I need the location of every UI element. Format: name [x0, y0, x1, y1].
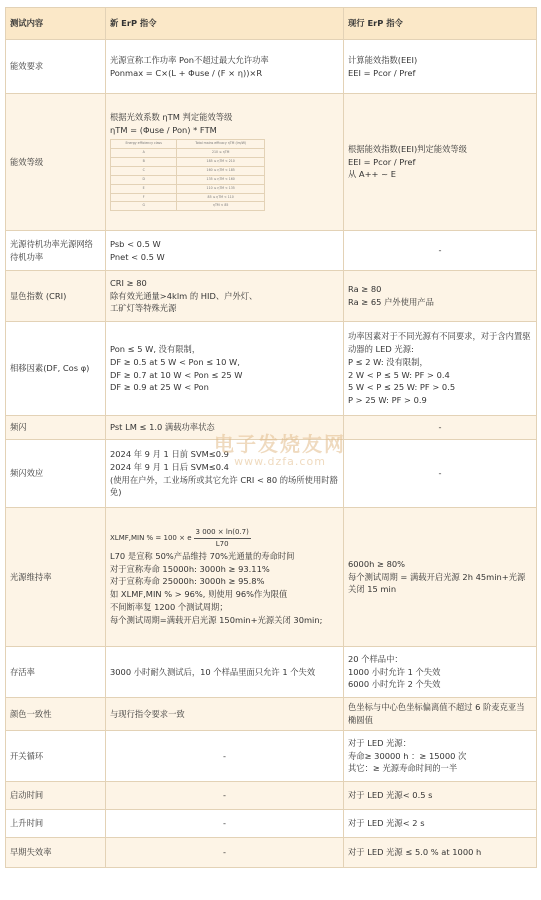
- cell-line: L70 是宣称 50%产品维持 70%光通量的寿命时间: [110, 550, 295, 561]
- row-flicker: [6, 416, 537, 440]
- row-label: 显色指数 (CRI): [6, 271, 106, 322]
- old-cell: [344, 322, 537, 416]
- table-header-row: [6, 8, 537, 40]
- cell-line: 每个测试周期 = 满载开启光源 2h 45min+光源关闭 15 min: [348, 571, 526, 595]
- new-cell: [106, 416, 344, 440]
- mini-cell: B: [111, 158, 177, 167]
- row-label: 光源维持率: [6, 508, 106, 647]
- old-cell: [344, 94, 537, 231]
- cell-line: 除有效光通量>4klm 的 HID、户外灯、: [110, 290, 258, 301]
- formula-lhs: XLMF,MIN % = 100 × e: [110, 534, 192, 542]
- cell-line: Ponmax = C×(L + Φuse / (F × η))×R: [110, 67, 263, 78]
- old-cell: [344, 508, 537, 647]
- cell-line: 与现行指令要求一致: [110, 708, 185, 719]
- row-switching: [6, 731, 537, 782]
- watermark-url: www.dzfa.com: [234, 455, 326, 468]
- cell-line: ηTM = (Φuse / Pon) * FTM: [110, 124, 217, 135]
- mini-cell: A: [111, 149, 177, 158]
- old-cell: [344, 647, 537, 698]
- new-cell: [106, 698, 344, 731]
- cell-line: 其它：≥ 光源寿命时间的一半: [348, 763, 458, 774]
- mini-cell: ηTM < 85: [177, 202, 265, 211]
- mini-cell: F: [111, 193, 177, 202]
- row-label: 存活率: [6, 647, 106, 698]
- cell-line: Pst LM ≤ 1.0 满载功率状态: [110, 422, 215, 433]
- cell-line: 2024 年 9 月 1 日后 SVM≤0.4: [110, 461, 229, 472]
- cell-line: 根据光效系数 ηTM 判定能效等级: [110, 111, 233, 122]
- cell-line: Pnet < 0.5 W: [110, 251, 165, 262]
- row-premature-failure: [6, 838, 537, 868]
- mini-cell: G: [111, 202, 177, 211]
- mini-cell: 210 ≤ ηTM: [177, 149, 265, 158]
- cell-line: P > 25 W: PF > 0.9: [348, 395, 427, 406]
- new-cell: [106, 231, 344, 271]
- row-maintenance: [6, 508, 537, 647]
- cell-line: 1000 小时允许 1 个失效: [348, 666, 441, 677]
- old-cell: -: [344, 231, 537, 271]
- cell-line: 不间断率复 1200 个测试周期；: [110, 602, 228, 613]
- cell-line: 寿命≥ 30000 h ：≥ 15000 次: [348, 750, 467, 761]
- row-label: 光源待机功率光源网络待机功率: [6, 231, 106, 271]
- cell-line: 计算能效指数(EEI): [348, 54, 418, 65]
- row-label: 频闪效应: [6, 440, 106, 508]
- new-cell: [106, 647, 344, 698]
- watermark-text: 电子发烧友网: [214, 432, 346, 456]
- cell-line: 对于 LED 光源：: [348, 737, 412, 748]
- row-color-consistency: [6, 698, 537, 731]
- row-label: 上升时间: [6, 810, 106, 838]
- cell-line: 对于宣称寿命 25000h: 3000h ≥ 95.8%: [110, 576, 265, 587]
- cell-line: 如 XLMF,MIN % > 96%, 则使用 96%作为限值: [110, 589, 288, 600]
- row-label: 能效要求: [6, 40, 106, 94]
- new-cell: [106, 94, 344, 231]
- row-label: 相移因素(DF, Cos φ): [6, 322, 106, 416]
- formula-exponent: [194, 527, 251, 550]
- old-cell: [344, 838, 537, 868]
- lumen-maintenance-formula: [110, 527, 339, 550]
- mini-cell: 85 ≤ ηTM < 110: [177, 193, 265, 202]
- row-warmup-time: [6, 810, 537, 838]
- cell-line: DF ≥ 0.7 at 10 W < Pon ≤ 25 W: [110, 369, 243, 380]
- cell-line: 对于宣称寿命 15000h: 3000h ≥ 93.11%: [110, 563, 270, 574]
- row-displacement: [6, 322, 537, 416]
- mini-header: Total mains efficacy ηTM (lm/W): [177, 140, 265, 149]
- row-starting-time: [6, 782, 537, 810]
- mini-cell: 160 ≤ ηTM < 185: [177, 167, 265, 176]
- mini-cell: 110 ≤ ηTM < 135: [177, 184, 265, 193]
- cell-line: 光源宣称工作功率 Pon不超过最大允许功率: [110, 54, 269, 65]
- row-label: 早期失效率: [6, 838, 106, 868]
- old-cell: [344, 731, 537, 782]
- header-current-erp: 现行 ErP 指令: [344, 8, 537, 40]
- mini-cell: 135 ≤ ηTM < 160: [177, 175, 265, 184]
- cell-line: 2024 年 9 月 1 日前 SVM≤0.9: [110, 448, 229, 459]
- cell-line: 6000h ≥ 80%: [348, 558, 406, 569]
- cell-line: 3000 小时耐久测试后，10 个样品里面只允许 1 个失效: [110, 666, 316, 677]
- cell-line: EEI = Pcor / Pref: [348, 156, 416, 167]
- cell-line: 5 W < P ≤ 25 W: PF > 0.5: [348, 382, 456, 393]
- new-cell: -: [106, 782, 344, 810]
- erp-comparison-table: [5, 7, 537, 868]
- new-cell: -: [106, 838, 344, 868]
- row-label: 能效等级: [6, 94, 106, 231]
- header-new-erp: 新 ErP 指令: [106, 8, 344, 40]
- new-cell: -: [106, 810, 344, 838]
- new-cell: -: [106, 731, 344, 782]
- cell-line: Ra ≥ 80: [348, 284, 382, 295]
- cell-line: 2 W < P ≤ 5 W: PF > 0.4: [348, 369, 450, 380]
- row-label: 频闪: [6, 416, 106, 440]
- cell-line: (使用在户外，工业场所或其它允许 CRI < 80 的场所使用时豁免): [110, 474, 338, 498]
- cell-line: Ra ≥ 65 户外使用产品: [348, 297, 434, 307]
- cell-line: 功率因素对于不同光源有不同要求，对于含内置驱动器的 LED 光源:: [348, 330, 531, 354]
- old-cell: [344, 698, 537, 731]
- new-cell: [106, 322, 344, 416]
- row-survival: [6, 647, 537, 698]
- cell-line: 根据能效指数(EEI)判定能效等级: [348, 143, 467, 154]
- row-efficiency-class: [6, 94, 537, 231]
- row-label: 启动时间: [6, 782, 106, 810]
- cell-line: P ≤ 2 W: 没有限制，: [348, 356, 428, 367]
- cell-line: 从 A++ ~ E: [348, 169, 396, 180]
- old-cell: -: [344, 440, 537, 508]
- cell-line: 对于 LED 光源 ≤ 5.0 % at 1000 h: [348, 847, 482, 858]
- cell-line: 对于 LED 光源< 2 s: [348, 818, 425, 829]
- mini-cell: 185 ≤ ηTM < 210: [177, 158, 265, 167]
- cell-line: Pon ≤ 5 W, 没有限制，: [110, 343, 201, 354]
- row-stroboscopic: [6, 440, 537, 508]
- old-cell: [344, 782, 537, 810]
- cell-line: 工矿灯等特殊光源: [110, 303, 177, 314]
- new-cell: [106, 440, 344, 508]
- old-cell: -: [344, 416, 537, 440]
- cell-line: EEI = Pcor / Pref: [348, 67, 416, 78]
- cell-line: 20 个样品中：: [348, 653, 403, 664]
- new-cell: [106, 271, 344, 322]
- new-cell: [106, 508, 344, 647]
- cell-line: 每个测试周期=满载开启光源 150min+光源关闭 30min;: [110, 615, 323, 626]
- old-cell: [344, 810, 537, 838]
- header-test-item: 测试内容: [6, 8, 106, 40]
- row-standby: [6, 231, 537, 271]
- row-label: 开关循环: [6, 731, 106, 782]
- mini-header: Energy efficiency class: [111, 140, 177, 149]
- cell-line: CRI ≥ 80: [110, 277, 147, 288]
- old-cell: [344, 271, 537, 322]
- row-label: 颜色一致性: [6, 698, 106, 731]
- mini-cell: C: [111, 167, 177, 176]
- cell-line: 色坐标与中心色坐标偏离值不超过 6 阶麦克亚当椭圆值: [348, 702, 525, 725]
- cell-line: Psb < 0.5 W: [110, 238, 161, 249]
- row-efficiency-req: [6, 40, 537, 94]
- formula-numerator: 3 000 × ln(0.7): [194, 527, 251, 539]
- energy-class-mini-table: [110, 139, 265, 211]
- cell-line: 6000 小时允许 2 个失效: [348, 679, 441, 690]
- mini-cell: E: [111, 184, 177, 193]
- mini-cell: D: [111, 175, 177, 184]
- row-cri: [6, 271, 537, 322]
- new-cell: [106, 40, 344, 94]
- cell-line: DF ≥ 0.9 at 25 W < Pon: [110, 382, 209, 393]
- old-cell: [344, 40, 537, 94]
- cell-line: 对于 LED 光源< 0.5 s: [348, 790, 433, 801]
- cell-line: DF ≥ 0.5 at 5 W < Pon ≤ 10 W,: [110, 356, 240, 367]
- formula-denominator: L70: [215, 539, 229, 548]
